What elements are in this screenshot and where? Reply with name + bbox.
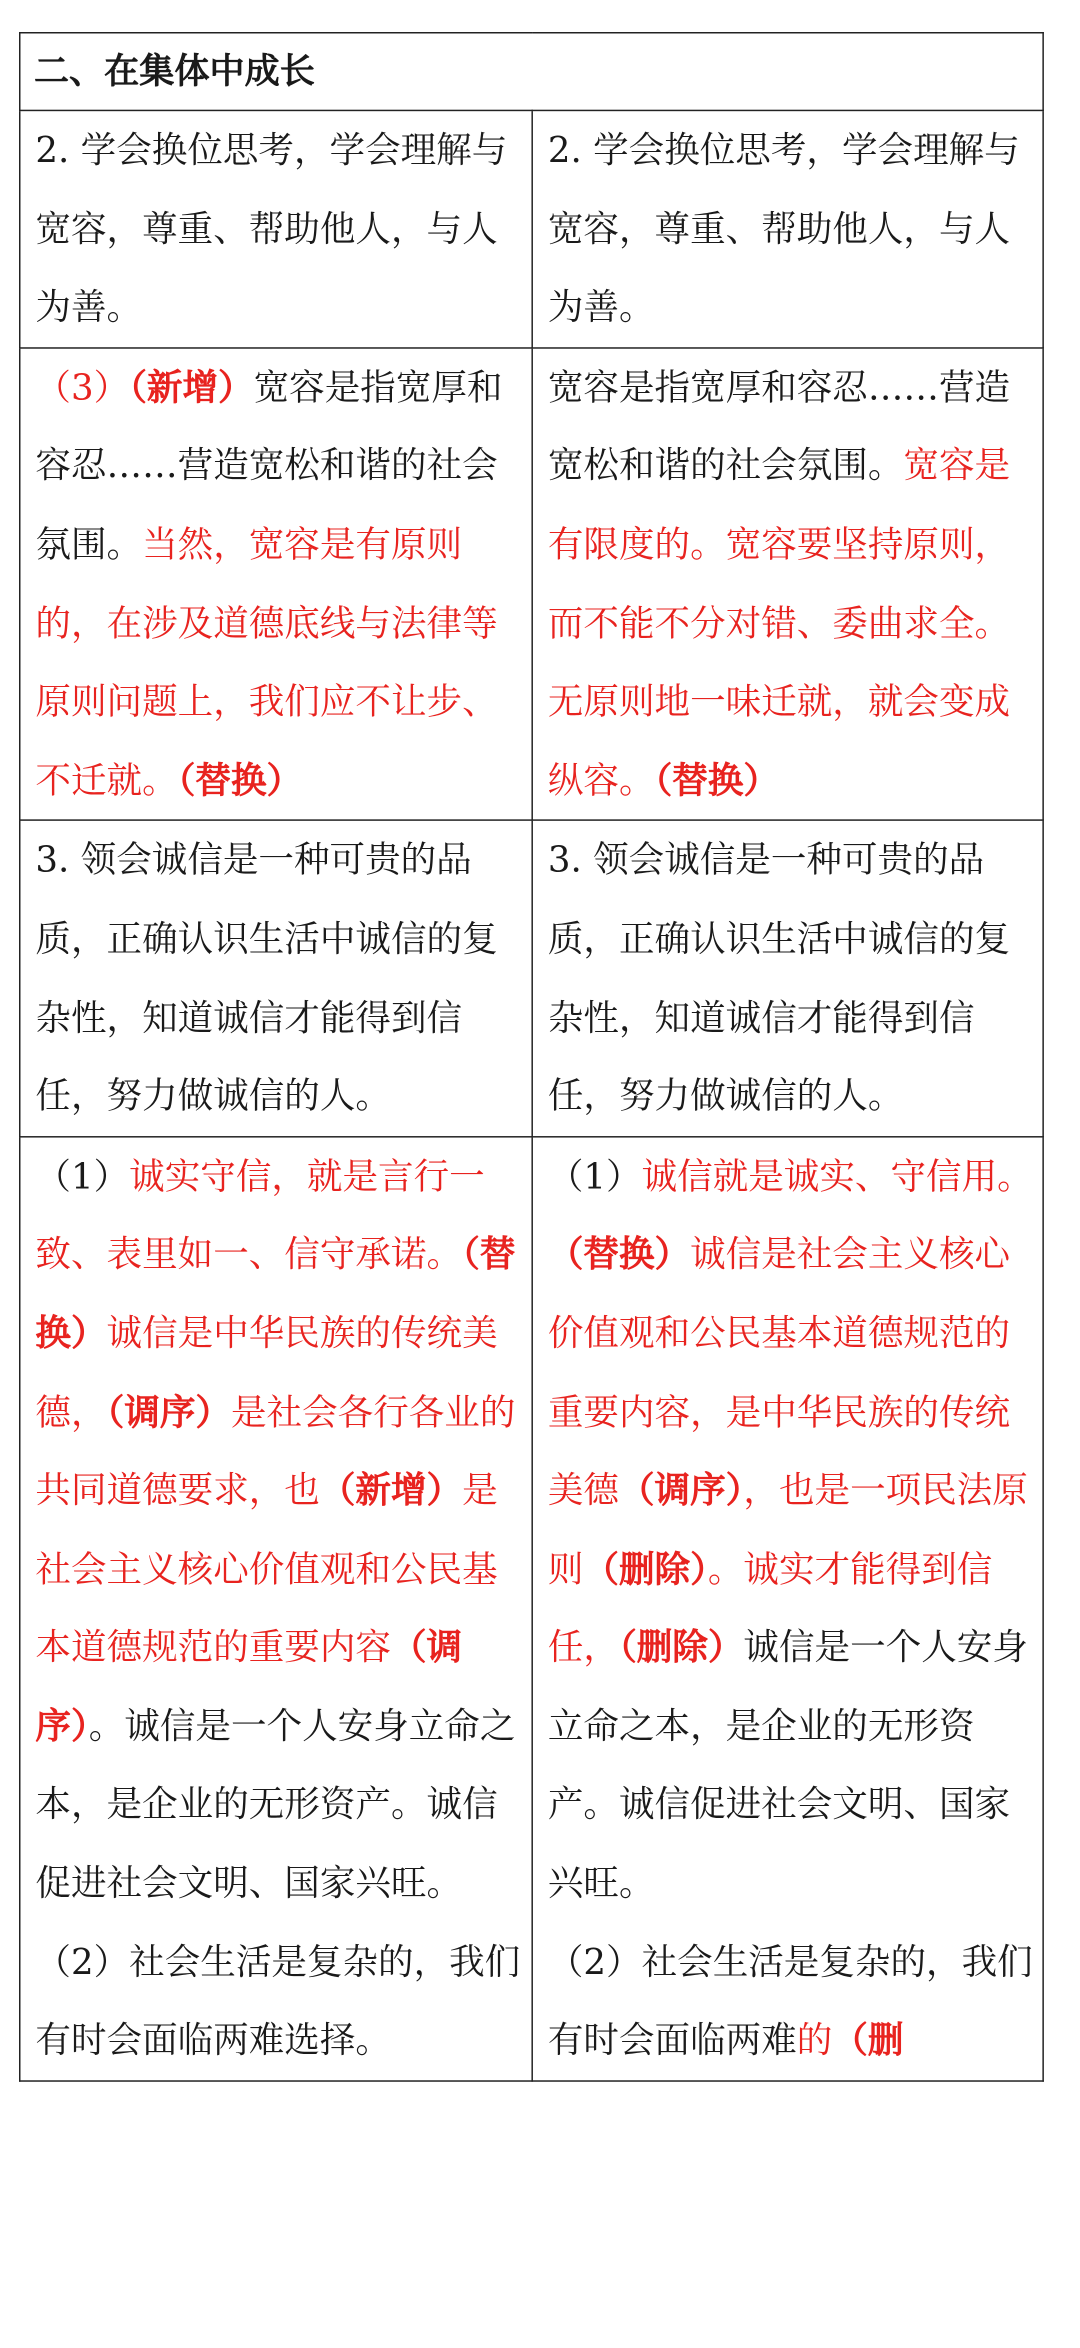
text-run: （2）社会生活是复杂的，我们有时会面临两难 — [547, 1940, 1033, 2062]
paragraph — [35, 821, 524, 1135]
comparison-table — [19, 32, 1044, 2082]
text-run: 宽容是有限度的。宽容要坚持原则，而不能不分对错、委曲求全。无原则地一味迁就，就会变成纵容。 — [547, 444, 1011, 802]
row-tolerance — [20, 348, 1043, 821]
paragraph — [548, 111, 1035, 347]
revision-tag: （删除） — [618, 1626, 744, 1669]
revision-tag: （调序） — [618, 1469, 744, 1512]
text-run: 诚信是一个人安身立命之本，是企业的无形资产。诚信促进社会文明、国家兴旺。 — [547, 1626, 1028, 1905]
old-text-cell — [20, 348, 532, 821]
paragraph — [548, 821, 1035, 1135]
text-run: 2. 学会换位思考，学会理解与宽容，尊重、帮助他人，与人为善。 — [35, 129, 508, 329]
revision-tag: （替换） — [177, 759, 303, 802]
text-run: 3. 领会诚信是一种可贵的品质，正确认识生活中诚信的复杂性，知道诚信才能得到信任，努力做诚信的人。 — [547, 839, 1011, 1117]
revision-tag: （替换） — [547, 1233, 691, 1276]
paragraph — [35, 1923, 524, 2080]
text-run: 诚实守信，就是言行一致、表里如一、信守承诺。 — [35, 1155, 485, 1276]
new-text-cell — [532, 110, 1043, 347]
old-text-cell — [20, 821, 532, 1137]
text-run: 诚信是社会主义核心价值观和公民基本道德规范的重要内容，是中华民族的传统美德 — [547, 1233, 1011, 1512]
text-run: 是社会各行各业的共同道德要求，也 — [35, 1390, 516, 1512]
text-run: （1） — [547, 1155, 642, 1197]
text-run: 是社会主义核心价值观和公民基本道德规范的重要内容 — [35, 1469, 498, 1669]
section-header: 二、在集体中成长 — [20, 33, 1043, 111]
paragraph — [548, 348, 1035, 819]
row-standard-2 — [20, 110, 1043, 347]
text-run: 3. 领会诚信是一种可贵的品质，正确认识生活中诚信的复杂性，知道诚信才能得到信任，努力做诚信的人。 — [35, 839, 498, 1117]
old-text-cell — [20, 110, 532, 347]
text-run: 宽容是指宽厚和容忍……营造宽松和谐的社会氛围。 — [547, 366, 1011, 487]
row-integrity — [20, 1136, 1043, 2080]
revision-tag: （删除） — [583, 1547, 708, 1590]
text-run: ，也是一项民法原则 — [547, 1469, 1028, 1590]
revision-tag: （调序） — [106, 1390, 231, 1433]
text-run: 2. 学会换位思考，学会理解与宽容，尊重、帮助他人，与人为善。 — [547, 129, 1020, 329]
text-run: 诚信是中华民族的传统美德， — [35, 1312, 498, 1433]
text-run: （2）社会生活是复杂的，我们有时会面临两难选择。 — [35, 1940, 521, 2062]
new-text-cell — [532, 1136, 1043, 2080]
revision-tag: （删 — [832, 2019, 904, 2062]
paragraph — [548, 1923, 1035, 2080]
paragraph — [35, 348, 524, 819]
new-text-cell — [532, 821, 1043, 1137]
paragraph — [548, 1137, 1035, 1923]
text-run: 诚信就是诚实、守信用。 — [641, 1155, 1033, 1197]
section-header-row — [20, 33, 1043, 111]
text-run: 的 — [796, 2019, 833, 2062]
row-standard-3 — [20, 821, 1043, 1137]
text-run: 当然，宽容是有原则的，在涉及道德底线与法律等原则问题上，我们应不让步、不迁就。 — [35, 523, 498, 802]
text-run: 。诚实才能得到信任， — [547, 1547, 993, 1669]
revision-tag: （替换） — [35, 1233, 516, 1355]
text-run: 。诚信是一个人安身立命之本，是企业的无形资产。诚信促进社会文明、国家兴旺。 — [35, 1705, 516, 1905]
text-run: （3） — [35, 366, 130, 409]
text-run: 宽容是指宽厚和容忍……营造宽松和谐的社会氛围。 — [35, 366, 503, 566]
revision-tag: （调序） — [35, 1626, 463, 1747]
revision-tag: （新增） — [319, 1469, 463, 1512]
paragraph — [35, 1137, 524, 1923]
text-run: （1） — [35, 1155, 130, 1197]
old-text-cell — [20, 1136, 532, 2080]
new-text-cell — [532, 348, 1043, 821]
revision-tag: （新增） — [129, 366, 254, 409]
revision-tag: （替换） — [654, 759, 779, 802]
paragraph — [35, 111, 524, 347]
